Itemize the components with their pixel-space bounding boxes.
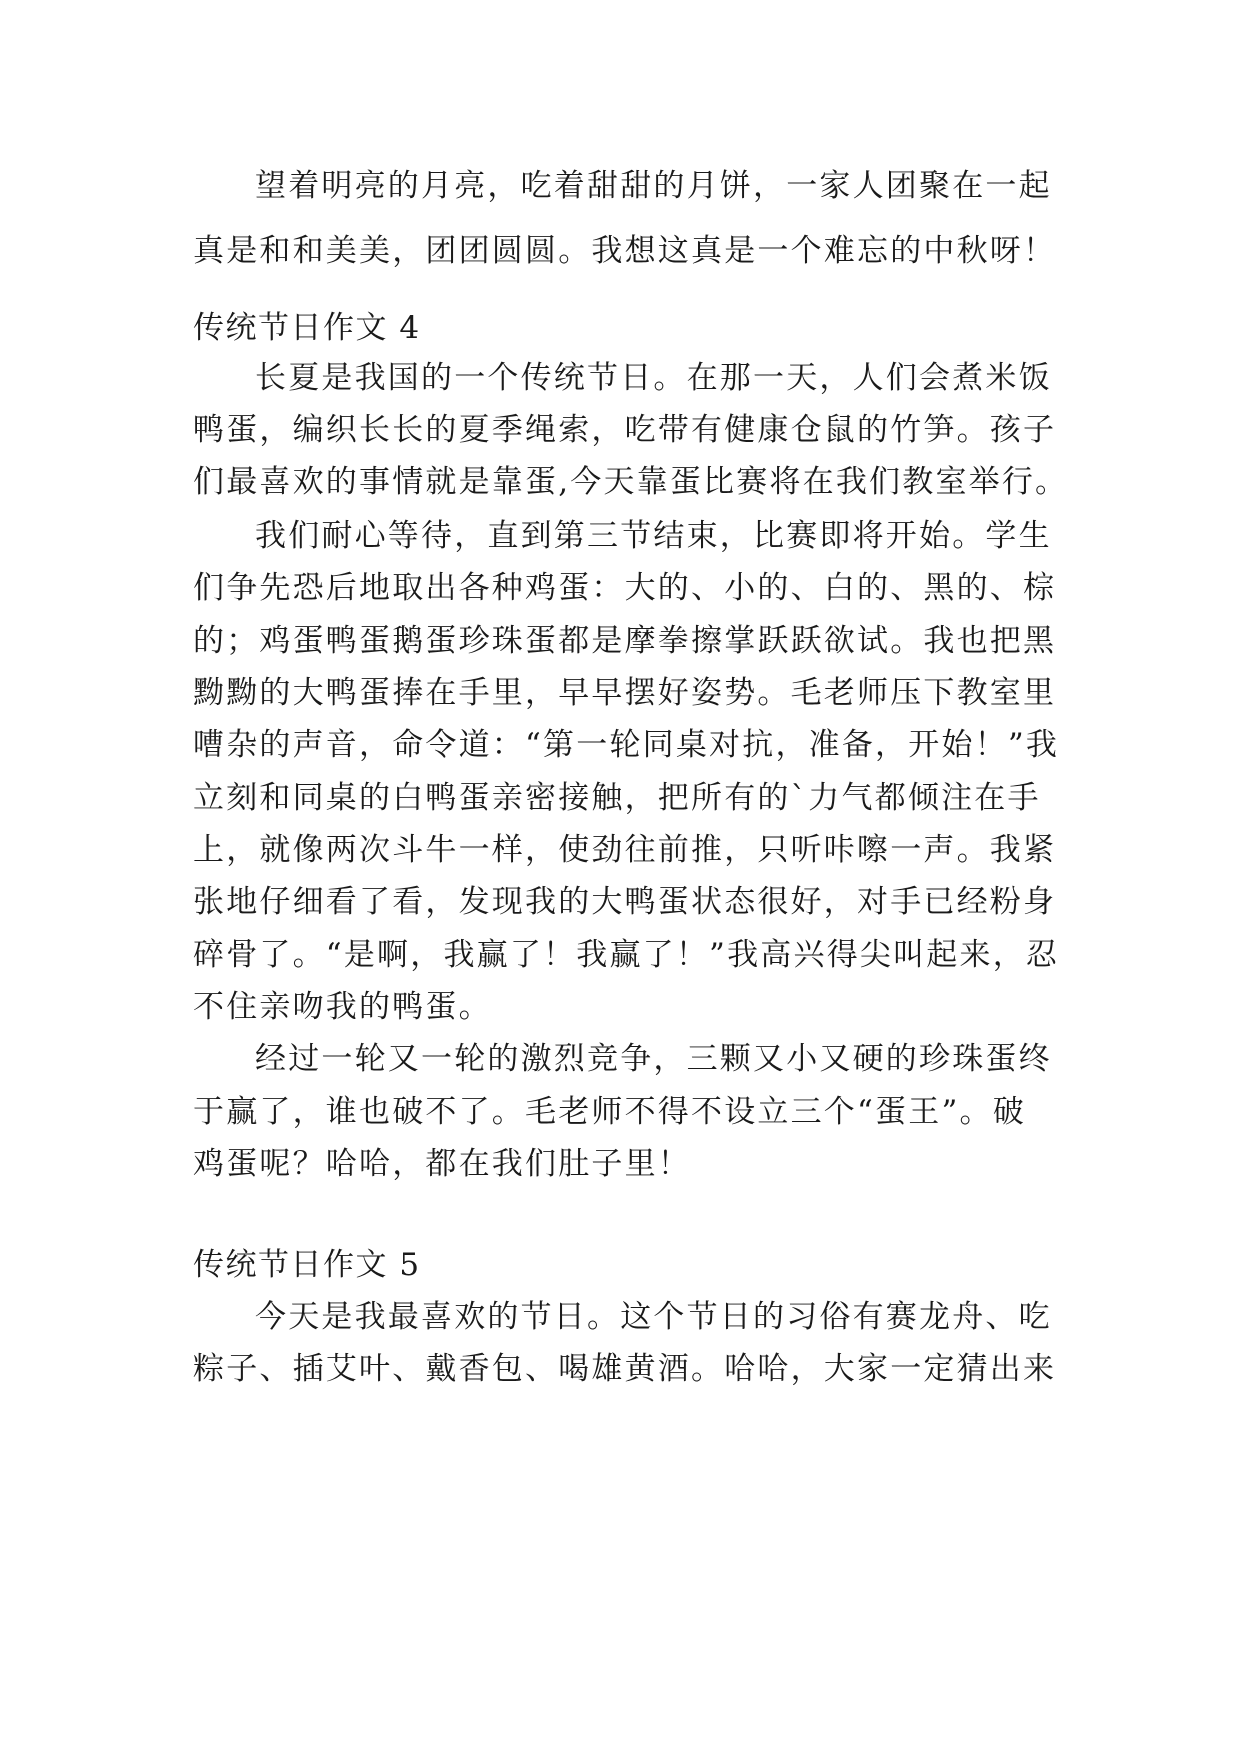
text-line: 们争先恐后地取出各种鸡蛋：大的、小的、白的、黑的、棕 [193, 570, 1057, 606]
text-line: 于赢了，谁也破不了。毛老师不得不设立三个“蛋王”。破 [193, 1094, 1026, 1130]
text-line: 望着明亮的月亮，吃着甜甜的月饼，一家人团聚在一起 [255, 168, 1052, 204]
text-line: 真是和和美美，团团圆圆。我想这真是一个难忘的中秋呀！ [193, 233, 1057, 269]
text-line: 上，就像两次斗牛一样，使劲往前推，只听咔嚓一声。我紧 [193, 832, 1057, 868]
text-line: 鸡蛋呢？哈哈，都在我们肚子里！ [193, 1146, 691, 1182]
text-line: 的；鸡蛋鸭蛋鹅蛋珍珠蛋都是摩拳擦掌跃跃欲试。我也把黑 [193, 623, 1057, 659]
text-line: 们最喜欢的事情就是靠蛋,今天靠蛋比赛将在我们教室举行。 [193, 464, 1069, 500]
text-line: 张地仔细看了看，发现我的大鸭蛋状态很好，对手已经粉身 [193, 884, 1057, 920]
text-line: 今天是我最喜欢的节日。这个节日的习俗有赛龙舟、吃 [255, 1299, 1052, 1335]
text-line: 嘈杂的声音，命令道：“第一轮同桌对抗，准备，开始！”我 [193, 727, 1060, 763]
text-line: 黝黝的大鸭蛋捧在手里，早早摆好姿势。毛老师压下教室里 [193, 675, 1057, 711]
text-line: 经过一轮又一轮的激烈竞争，三颗又小又硬的珍珠蛋终 [255, 1041, 1052, 1077]
section-heading: 传统节日作文 5 [193, 1247, 421, 1283]
text-line: 碎骨了。“是啊，我赢了！我赢了！”我高兴得尖叫起来，忍 [193, 937, 1060, 973]
text-line: 长夏是我国的一个传统节日。在那一天，人们会煮米饭 [255, 360, 1052, 396]
text-line: 立刻和同桌的白鸭蛋亲密接触，把所有的`力气都倾注在手 [193, 780, 1041, 816]
text-line: 鸭蛋，编织长长的夏季绳索，吃带有健康仓鼠的竹笋。孩子 [193, 412, 1057, 448]
text-line: 我们耐心等待，直到第三节结束，比赛即将开始。学生 [255, 518, 1052, 554]
section-heading: 传统节日作文 4 [193, 310, 421, 346]
text-line: 不住亲吻我的鸭蛋。 [193, 989, 492, 1025]
text-line: 粽子、插艾叶、戴香包、喝雄黄酒。哈哈，大家一定猜出来 [193, 1351, 1057, 1387]
